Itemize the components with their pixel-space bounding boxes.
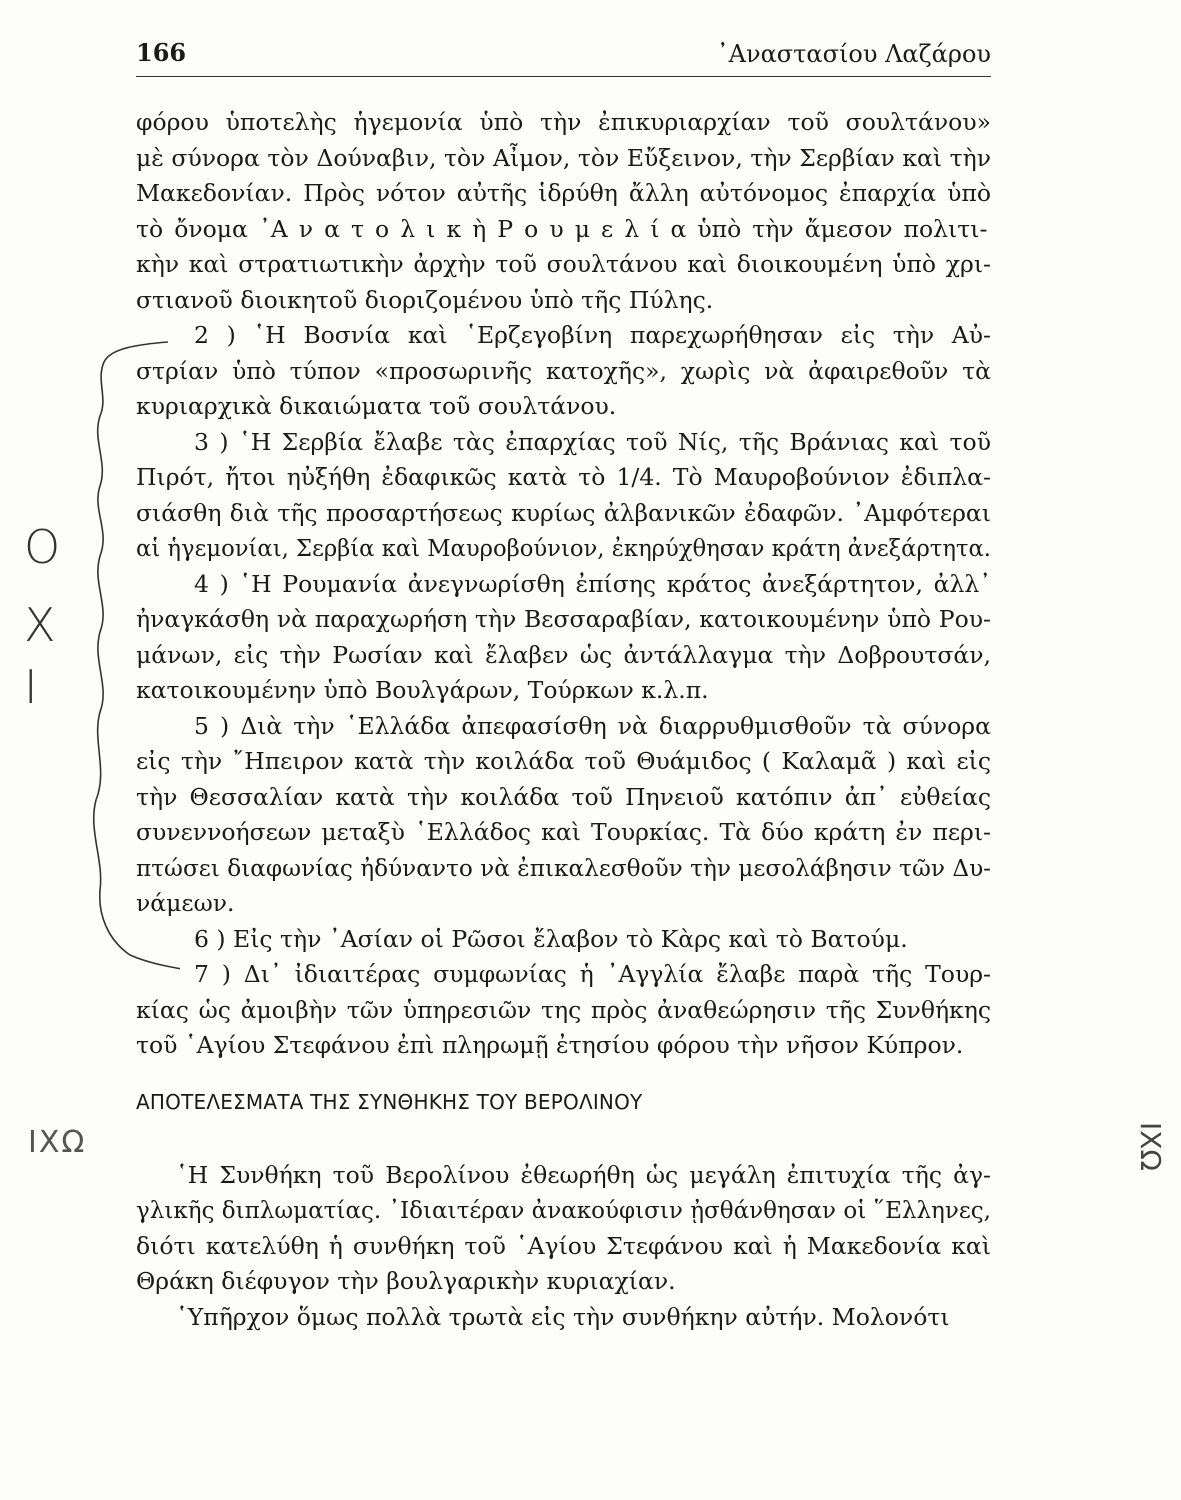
text-line: στρίαν ὑπὸ τύπον «προσωρινῆς κατοχῆς», χωρὶς νὰ ἀφαιρεθοῦν τὰ <box>136 356 991 385</box>
text-line: στιανοῦ διοικητοῦ διοριζομένου ὑπὸ τῆς Πύλης. <box>136 285 714 314</box>
text-line: διότι κατελύθη ἡ συνθήκη τοῦ ῾Αγίου Στεφάνου καὶ ἡ Μακεδονία καὶ <box>136 1231 991 1260</box>
text-line: φόρου ὑποτελὴς ἡγεμονία ὑπὸ τὴν ἐπικυριαρχίαν τοῦ σουλτάνου» <box>136 108 991 136</box>
text-line: σιάσθη διὰ τῆς προσαρτήσεως κυρίως ἀλβανικῶν ἐδαφῶν. ᾿Αμφότεραι <box>136 498 991 527</box>
text-line: αἱ ἡγεμονίαι, Σερβία καὶ Μαυροβούνιον, ἐκηρύχθησαν κράτη ἀνεξάρτητα. <box>136 534 991 562</box>
text-line: Μακεδονίαν. Πρὸς νότον αὐτῆς ἱδρύθη ἄλλη αὐτόνομος ἐπαρχία ὑπὸ <box>136 179 991 207</box>
text-line: κυριαρχικὰ δικαιώματα τοῦ σουλτάνου. <box>136 392 617 420</box>
text-line: νάμεων. <box>136 889 235 917</box>
text-line: ῾Υπῆρχον ὅμως πολλὰ τρωτὰ εἰς τὴν συνθήκην αὐτήν. Μολονότι <box>176 1302 950 1331</box>
section-heading: ΑΠΟΤΕΛΕΣΜΑΤΑ ΤΗΣ ΣΥΝΘΗΚΗΣ ΤΟΥ ΒΕΡΟΛΙΝΟΥ <box>136 1089 643 1114</box>
item-3-paragraph <box>136 425 991 567</box>
text-line: κὴν καὶ στρατιωτικὴν ἀρχὴν τοῦ σουλτάνου καὶ διοικουμένη ὑπὸ χρι- <box>136 250 991 278</box>
margin-stamp-right: ΙΧΩ <box>1134 1122 1167 1171</box>
text-line: κίας ὡς ἀμοιβὴν τῶν ὑπηρεσιῶν της πρὸς ἀναθεώρησιν τῆς Συνθήκης <box>136 995 991 1024</box>
results-paragraph <box>136 1158 991 1300</box>
text-line: μὲ σύνορα τὸν Δούναβιν, τὸν Αἶμον, τὸν Εὔξεινον, τὴν Σερβίαν καὶ τὴν <box>136 143 991 172</box>
intro-paragraph <box>136 105 991 318</box>
text-line: τὴν Θεσσαλίαν κατὰ τὴν κοιλάδα τοῦ Πηνειοῦ κατόπιν ἀπ᾿ εὐθείας <box>136 782 991 811</box>
item-7-paragraph <box>136 957 991 1064</box>
text-line: τοῦ ῾Αγίου Στεφάνου ἐπὶ πληρωμῇ ἐτησίου φόρου τὴν νῆσον Κύπρον. <box>136 1031 964 1059</box>
closing-paragraph <box>136 1300 991 1336</box>
margin-letter-3: Ι <box>24 660 38 714</box>
text-line: μάνων, εἰς τὴν Ρωσίαν καὶ ἔλαβεν ὡς ἀντάλλαγμα τὴν Δοβρουτσάν, <box>136 640 991 669</box>
text-line: εἰς τὴν ῎Ηπειρον κατὰ τὴν κοιλάδα τοῦ Θυάμιδος ( Καλαμᾶ ) καὶ εἰς <box>136 747 991 775</box>
text-line: τὸ ὄνομα ᾿Α ν α τ ο λ ι κ ὴ Ρ ο υ μ ε λ ί α ὑπὸ τὴν ἄμεσον πολιτι- <box>136 214 988 243</box>
text-line: Θράκη διέφυγον τὴν βουλγαρικὴν κυριαχίαν. <box>136 1267 676 1295</box>
text-line: ἠναγκάσθη νὰ παραχωρήση τὴν Βεσσαραβίαν, κατοικουμένην ὑπὸ Ρου- <box>136 605 991 633</box>
text-line: 4 ) ῾Η Ρουμανία ἀνεγνωρίσθη ἐπίσης κράτος ἀνεξάρτητον, ἀλλ᾿ <box>194 569 991 598</box>
margin-letter-1: Ο <box>24 520 61 574</box>
text-line: πτώσει διαφωνίας ἠδύναντο νὰ ἐπικαλεσθοῦν τὴν μεσολάβησιν τῶν Δυ- <box>136 853 991 882</box>
text-line: ῾Η Συνθήκη τοῦ Βερολίνου ἐθεωρήθη ὡς μεγάλη ἐπιτυχία τῆς ἀγ- <box>176 1160 991 1189</box>
text-line: γλικῆς διπλωματίας. ᾿Ιδιαιτέραν ἀνακούφισιν ᾐσθάνθησαν οἱ ῞Ελληνες, <box>136 1196 991 1224</box>
text-line: 3 ) ῾Η Σερβία ἔλαβε τὰς ἐπαρχίας τοῦ Νίς, τῆς Βράνιας καὶ τοῦ <box>194 427 991 456</box>
text-line: 7 ) Δι᾿ ἰδιαιτέρας συμφωνίας ἡ ᾿Αγγλία ἔλαβε παρὰ τῆς Τουρ- <box>194 960 991 988</box>
text-line: 5 ) Διὰ τὴν ῾Ελλάδα ἀπεφασίσθη νὰ διαρρυθμισθοῦν τὰ σύνορα <box>194 711 991 740</box>
text-line: συνεννοήσεων μεταξὺ ῾Ελλάδος καὶ Τουρκίας. Τὰ δύο κράτη ἐν περι- <box>136 818 991 846</box>
item-5-paragraph <box>136 709 991 922</box>
margin-letter-2: Χ <box>24 598 56 652</box>
item-6-paragraph <box>136 922 991 958</box>
running-head: ᾿Αναστασίου Λαζάρου <box>716 40 991 68</box>
text-line: Πιρότ, ἤτοι ηὐξήθη ἐδαφικῶς κατὰ τὸ 1/4. Τὸ Μαυροβούνιον ἐδιπλα- <box>136 463 991 491</box>
item-4-paragraph <box>136 567 991 709</box>
text-line: κατοικουμένην ὑπὸ Βουλγάρων, Τούρκων κ.λ.π. <box>136 676 709 704</box>
text-line: 6 ) Εἰς τὴν ᾿Ασίαν οἱ Ρῶσοι ἔλαβον τὸ Κὰρς καὶ τὸ Βατούμ. <box>194 924 908 953</box>
text-line: 2 ) ῾Η Βοσνία καὶ ῾Ερζεγοβίνη παρεχωρήθησαν εἰς τὴν Αὐ- <box>194 321 991 349</box>
header-rule <box>136 76 991 77</box>
item-2-paragraph <box>136 318 991 425</box>
page-body <box>136 105 991 1335</box>
margin-stamp-left: ΙΧΩ <box>28 1125 87 1160</box>
page-number: 166 <box>136 38 187 67</box>
